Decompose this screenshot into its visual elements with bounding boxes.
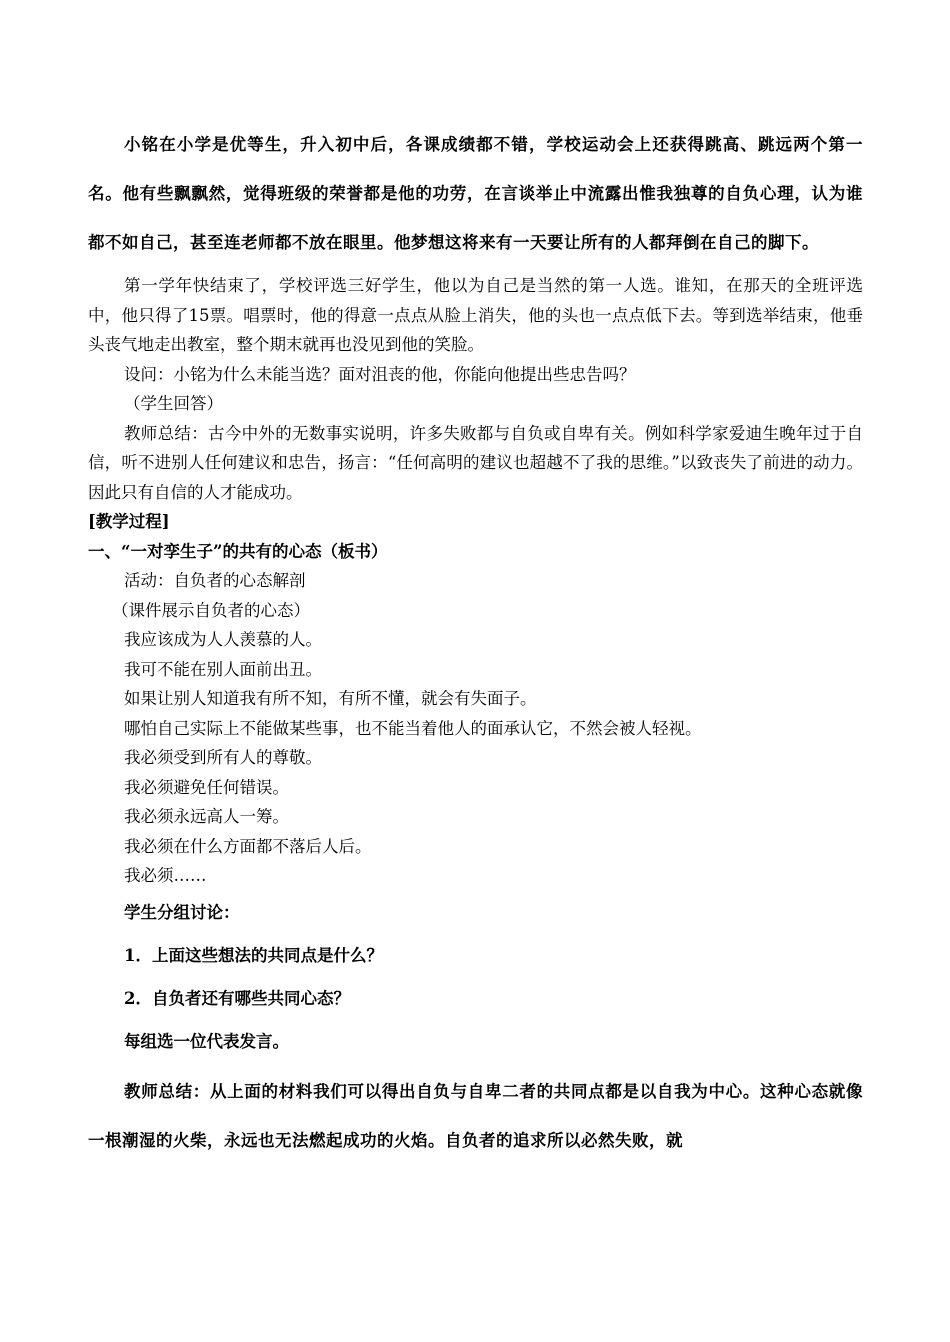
mindset-line: 我必须永远高人一筹。 xyxy=(124,807,289,826)
mindset-line: 我必须避免任何错误。 xyxy=(124,777,289,797)
student-answer-line: （学生回答） xyxy=(124,394,223,413)
mindset-line: 我必须…… xyxy=(124,866,207,885)
mindset-line: 我应该成为人人羡慕的人。 xyxy=(124,630,322,649)
intro-paragraph: 小铭在小学是优等生，升入初中后，各课成绩都不错，学校运动会上还获得跳高、跳远两个第一名。他有些飘飘然，觉得班级的荣誉都是他的功劳，在言谈举止中流露出惟我独尊的自负心理，认为谁都不如自己，甚至连老师都不放在眼里。他梦想这将来有一天要让所有的人都拜倒在自己的脚下。 xyxy=(88,135,863,252)
mindset-line: 我必须受到所有人的尊敬。 xyxy=(124,748,322,767)
section-label: [教学过程] xyxy=(88,512,170,531)
document-page xyxy=(88,120,863,1165)
mindset-line: 我必须在什么方面都不落后人后。 xyxy=(124,836,372,856)
mindset-line: 我可不能在别人面前出丑。 xyxy=(124,659,322,679)
section-one-title: 一、“一对孪生子”的共有的心态（板书） xyxy=(88,541,388,561)
mindset-list xyxy=(88,625,863,891)
group-discussion-heading: 学生分组讨论： xyxy=(124,902,240,922)
courseware-line: （课件展示自负者的心态） xyxy=(112,600,310,620)
story-paragraph: 第一学年快结束了，学校评选三好学生，他以为自己是当然的第一人选。谁知，在那天的全班评选中，他只得了15票。唱票时，他的得意一点点从脸上消失，他的头也一点点低下去。等到选举结束，他垂头丧气地走出教室，整个期末就再也没见到他的笑脸。 xyxy=(88,276,863,354)
discussion-question-2: 2．自负者还有哪些共同心态？ xyxy=(124,988,350,1008)
mindset-line: 如果让别人知道我有所不知，有所不懂，就会有失面子。 xyxy=(124,689,537,708)
question-line: 设问：小铭为什么未能当选？面对沮丧的他，你能向他提出些忠告吗？ xyxy=(124,364,636,384)
representative-line: 每组选一位代表发言。 xyxy=(124,1031,289,1051)
discussion-question-1: 1．上面这些想法的共同点是什么？ xyxy=(124,945,383,965)
teacher-summary-1: 教师总结：古今中外的无数事实说明，许多失败都与自负或自卑有关。例如科学家爱迪生晚年过于自信，听不进别人任何建议和忠告，扬言：“任何高明的建议也超越不了我的思维。”以致丧失了前进的动力。因此只有自信的人才能成功。 xyxy=(88,423,863,502)
mindset-line: 哪怕自己实际上不能做某些事，也不能当着他人的面承认它，不然会被人轻视。 xyxy=(124,718,702,738)
activity-line: 活动：自负者的心态解剖 xyxy=(124,571,306,590)
teacher-summary-2: 教师总结：从上面的材料我们可以得出自负与自卑二者的共同点都是以自我为中心。这种心态就像一根潮湿的火柴，永远也无法燃起成功的火焰。自负者的追求所以必然失败，就 xyxy=(88,1081,863,1150)
